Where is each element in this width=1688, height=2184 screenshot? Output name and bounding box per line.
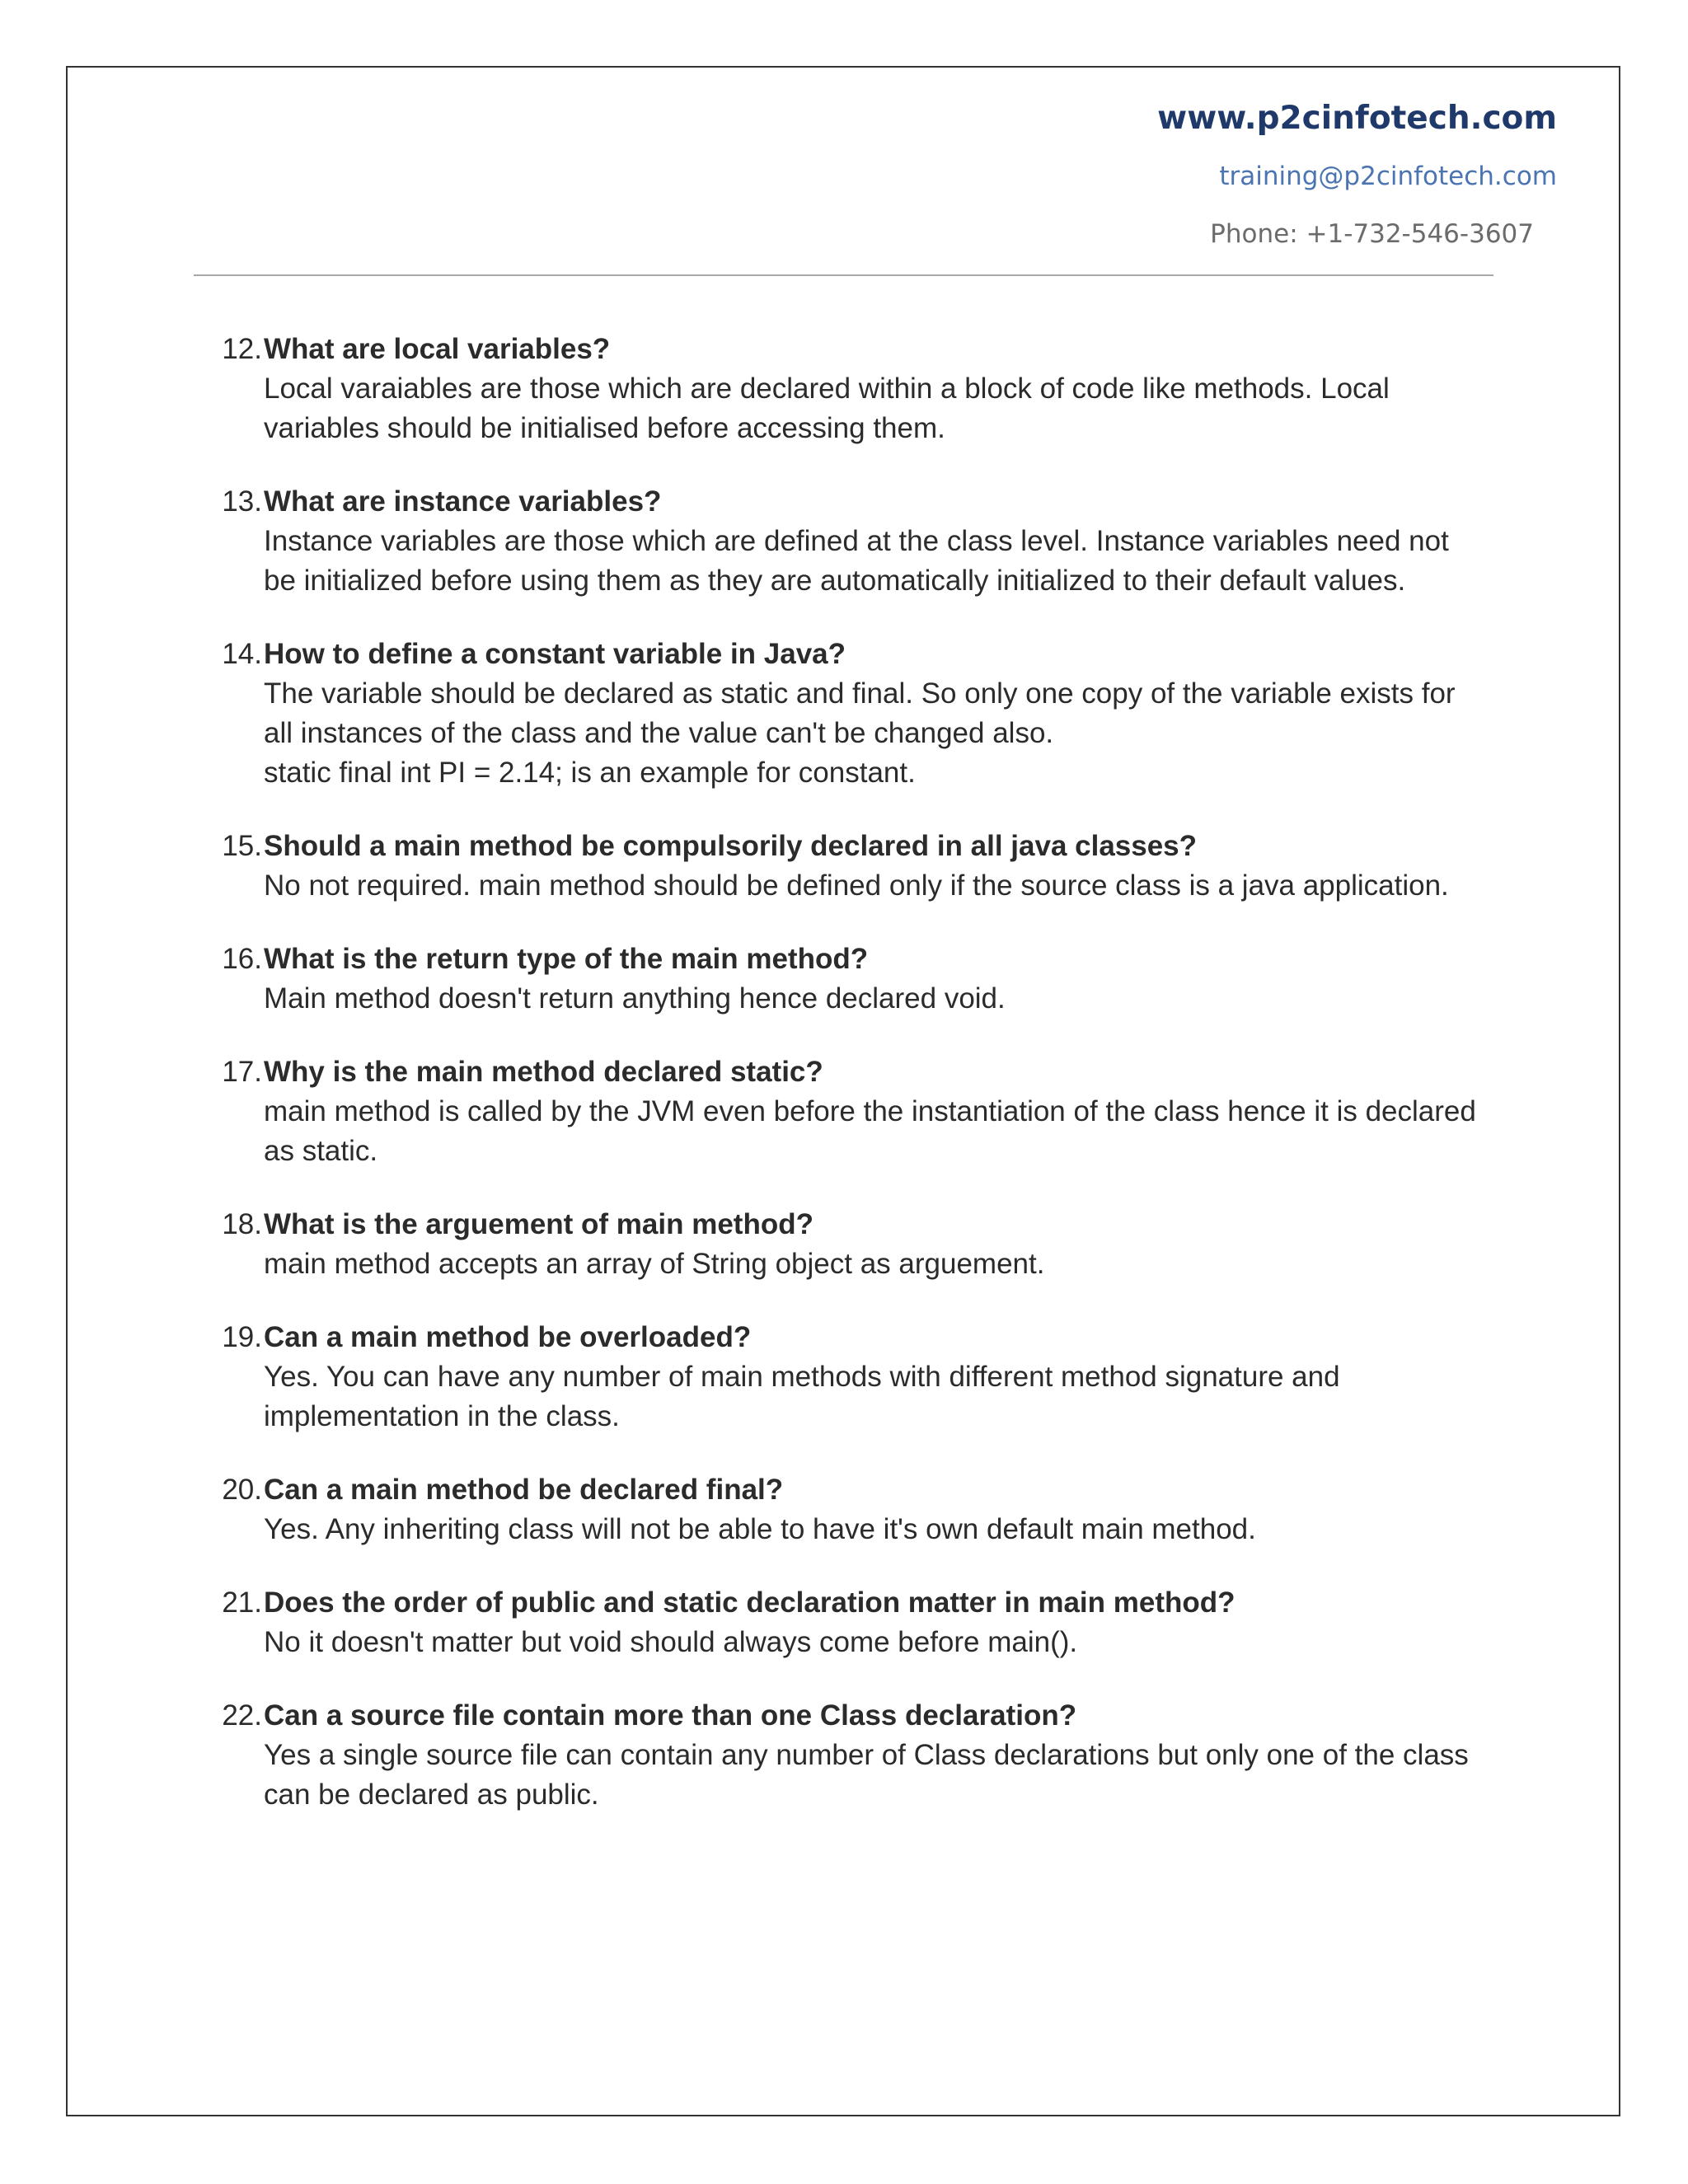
question-text: Can a main method be declared final?	[264, 1474, 784, 1506]
question-text: Why is the main method declared static?	[264, 1056, 823, 1088]
question-item	[222, 1583, 1484, 1662]
question-text: What is the arguement of main method?	[264, 1208, 814, 1240]
header-divider	[194, 274, 1493, 276]
question-text: Can a source file contain more than one Class declaration?	[264, 1699, 1077, 1732]
contact-phone: Phone: +1-732-546-3607	[1210, 219, 1534, 249]
answer-text: static final int PI = 2.14; is an example for constant.	[264, 757, 916, 789]
question-text: What are local variables?	[264, 333, 611, 365]
answer-text: main method is called by the JVM even before the instantiation of the class hence it is declared as static.	[264, 1095, 1476, 1167]
answer-text: Yes a single source file can contain any number of Class declarations but only one of the class can be declared as public.	[264, 1739, 1469, 1811]
question-item	[222, 1318, 1484, 1436]
question-number: 16.	[222, 943, 262, 975]
question-number: 17.	[222, 1056, 262, 1088]
question-number: 14.	[222, 638, 262, 670]
question-text: How to define a constant variable in Java?	[264, 638, 846, 670]
question-item	[222, 1205, 1484, 1284]
answer-text: The variable should be declared as static and final. So only one copy of the variable exists for all instances of the class and the value can't be changed also.	[264, 677, 1456, 749]
question-number: 19.	[222, 1321, 262, 1353]
question-item	[222, 1470, 1484, 1549]
question-number: 21.	[222, 1586, 262, 1619]
question-number: 13.	[222, 485, 262, 518]
question-item	[222, 827, 1484, 906]
question-item	[222, 940, 1484, 1019]
question-number: 18.	[222, 1208, 262, 1240]
question-text: What is the return type of the main method?	[264, 943, 869, 975]
site-url: www.p2cinfotech.com	[1157, 100, 1557, 137]
question-text: Does the order of public and static declaration matter in main method?	[264, 1586, 1236, 1619]
question-text: Can a main method be overloaded?	[264, 1321, 752, 1353]
question-item	[222, 330, 1484, 448]
answer-text: No not required. main method should be defined only if the source class is a java application.	[264, 869, 1449, 902]
question-item	[222, 1052, 1484, 1171]
contact-email: training@p2cinfotech.com	[1219, 162, 1557, 191]
answer-text: Local varaiables are those which are declared within a block of code like methods. Local variables should be initialised before accessing them.	[264, 373, 1390, 444]
question-text: Should a main method be compulsorily declared in all java classes?	[264, 830, 1198, 862]
answer-text: Yes. Any inheriting class will not be able to have it's own default main method.	[264, 1513, 1256, 1545]
answer-text: main method accepts an array of String object as arguement.	[264, 1248, 1045, 1280]
question-number: 20.	[222, 1474, 262, 1506]
answer-text: Yes. You can have any number of main methods with different method signature and implementation in the class.	[264, 1361, 1340, 1432]
question-item	[222, 635, 1484, 793]
question-text: What are instance variables?	[264, 485, 662, 518]
question-number: 22.	[222, 1699, 262, 1732]
question-list	[222, 330, 1484, 1849]
page-header	[815, 97, 1557, 251]
answer-text: Main method doesn't return anything hence declared void.	[264, 982, 1006, 1015]
question-item	[222, 1696, 1484, 1815]
answer-text: No it doesn't matter but void should always come before main().	[264, 1626, 1078, 1658]
answer-text: Instance variables are those which are defined at the class level. Instance variables need not be initialized before using them as they are automatically initialized to their default values.	[264, 525, 1449, 597]
question-number: 12.	[222, 333, 262, 365]
question-number: 15.	[222, 830, 262, 862]
question-item	[222, 482, 1484, 601]
